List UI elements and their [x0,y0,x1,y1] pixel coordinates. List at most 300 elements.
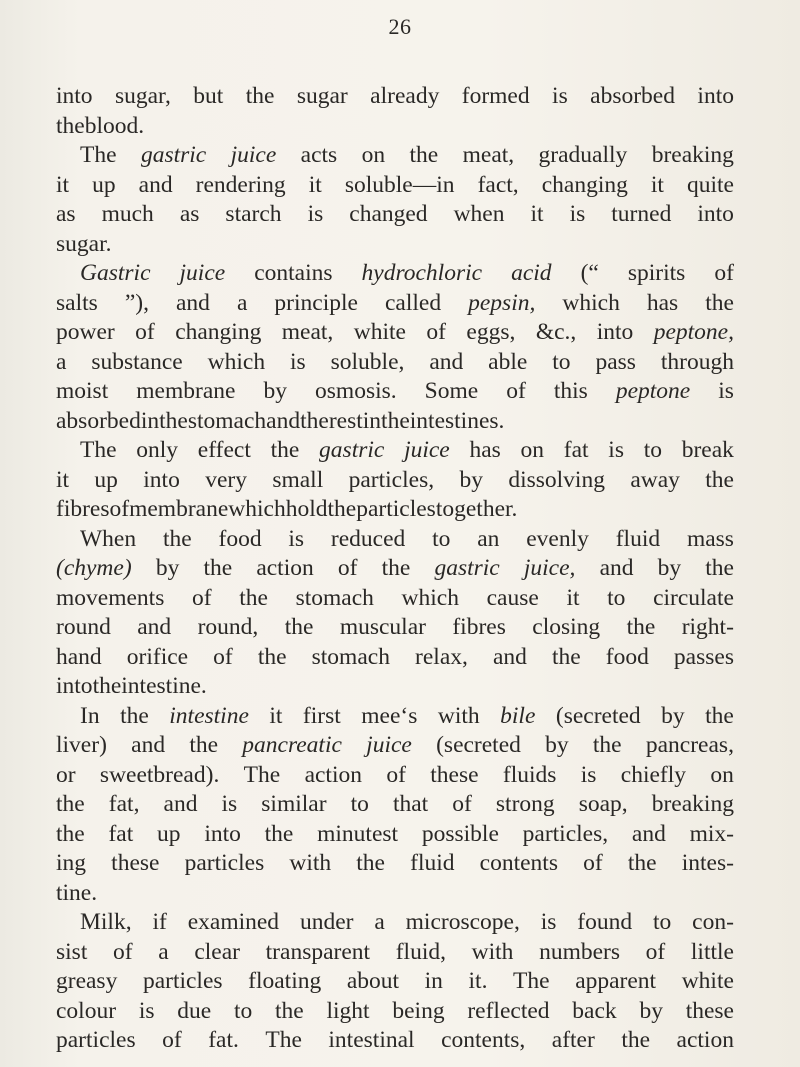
word: the [627,850,657,876]
word: it [308,171,322,198]
word: the [705,289,734,316]
word: possible [421,820,499,847]
word: sugar, [114,83,171,109]
word: reduced [330,525,406,552]
italic-word: hydrochloric [361,260,483,286]
italic-word: intestine [169,702,249,729]
word: is [288,525,305,552]
word: hand [56,643,102,670]
word: and [599,555,634,581]
word: on [361,142,386,168]
word: the [284,614,314,640]
word: and [138,171,173,198]
word: the [56,820,85,847]
text-line [56,613,734,643]
word: breaking [651,142,734,168]
word: of [645,938,666,965]
italic-word: gastric [319,437,385,463]
word: to [432,525,451,552]
word: into [697,201,734,227]
text-line [56,849,734,879]
word: together. [435,496,518,522]
word: white [353,319,406,345]
word: food [218,525,262,552]
word: (secreted [436,732,521,758]
word: soluble, [330,348,405,375]
word: the [239,584,268,611]
word: by [263,378,287,404]
word: it [650,171,664,198]
word: The [265,1027,302,1053]
word: to [552,348,571,375]
italic-word: juice [404,437,450,463]
text-line [56,820,734,850]
word: dissolving [508,466,605,493]
word: The [80,142,117,168]
word: it [566,584,580,611]
word: and [266,407,301,434]
word: (“ [580,260,599,286]
word: minutest [317,820,399,847]
word: with [437,702,480,729]
word: absorbed [590,83,675,109]
word: and [492,643,527,670]
word: fat, [108,791,140,817]
word: the [705,555,734,581]
word: is [307,201,324,227]
word: it. [468,968,488,994]
text-line [56,377,734,407]
word: in [140,407,160,434]
word: turned [611,201,672,227]
word: of [386,761,406,788]
word: and [429,348,464,375]
word: the [203,555,233,581]
word: and [175,289,210,316]
word: action [256,555,314,581]
word: back [572,997,617,1024]
text-line [56,348,734,378]
word: passes [673,643,734,670]
word: light [326,997,370,1024]
text-line [56,82,734,112]
word: fat. [208,1027,239,1053]
word: food [605,643,649,670]
word: reflected [467,997,550,1024]
word: apparent [575,968,657,994]
word: movements [56,584,165,611]
word: (secreted [555,702,641,729]
word: hold [285,496,328,522]
word: the [270,437,300,463]
word: through [660,348,734,375]
word: is [290,348,306,375]
word: is [608,437,624,463]
word: intestine. [121,673,207,699]
word: very [205,466,247,493]
text-line [56,731,734,761]
text-line [56,702,734,732]
word: relax, [415,643,468,670]
word: the [381,555,411,581]
word: pass [595,348,636,375]
word: gradually [538,142,628,168]
word: of [109,496,130,522]
italic-word: Gastric [80,260,151,286]
word: osmosis. [315,378,397,404]
word: the [245,83,275,109]
word: intes- [681,850,734,876]
word: meat, [462,142,515,168]
word: due [177,997,212,1024]
word: soluble—in [344,171,455,198]
text-line [56,318,734,348]
word: fat [563,437,589,463]
word: greasy [56,968,118,994]
word: into [56,673,93,699]
word: with [289,850,332,876]
word: by [459,466,483,493]
word: Milk, [80,909,132,935]
word: called [384,289,442,316]
word: membrane [136,378,236,404]
word: these [111,850,160,876]
word: to [350,791,369,817]
italic-word: bile [500,702,536,729]
word: effect [197,437,251,463]
word: the [275,997,304,1024]
word: mee‘s [361,702,418,729]
word: a [374,909,385,935]
word: ing [56,850,87,876]
text-line [56,879,734,909]
word: eggs, [466,319,516,345]
text-line [56,259,734,289]
text-line [56,466,734,496]
word: into [143,466,180,493]
word: circulate [653,584,734,611]
word: this [553,378,588,404]
word: of [714,260,734,286]
word: sist [56,938,88,965]
word: of [135,319,155,345]
word: by [639,997,663,1024]
word: to [652,909,672,935]
word: and [137,614,172,640]
word: principle [274,289,358,316]
word: into [56,83,93,109]
word: changing [175,319,262,345]
text-line [56,584,734,614]
word: &c., [535,319,577,345]
text-line [56,790,734,820]
word: soap, [578,791,628,817]
word: under [299,909,354,935]
word: found [577,909,633,935]
word: and [131,732,166,758]
word: by [661,702,685,729]
word: The [243,761,281,788]
word: and [163,791,198,817]
word: the [705,702,734,729]
word: Some [424,378,479,404]
word: an [477,525,500,552]
word: much [101,201,154,227]
word: fat [108,820,134,847]
italic-word: pepsin, [468,289,536,316]
word: sugar [296,83,348,109]
word: a [158,938,169,965]
word: with [471,938,514,965]
word: about [346,968,400,994]
word: rest [328,407,363,434]
word: is [138,997,155,1024]
word: of [191,584,212,611]
word: particles [356,496,436,522]
word: or [56,761,76,788]
word: the [705,466,734,493]
text-line [56,554,734,584]
word: fluid [615,525,661,552]
text-line [56,436,734,466]
word: has [469,437,501,463]
word: blood. [84,112,145,139]
word: it [56,171,70,198]
word: particles, [522,820,609,847]
word: round, [197,614,259,640]
word: sweetbread). [99,761,220,788]
italic-word: (chyme) [56,555,132,581]
word: When [80,525,137,552]
italic-word: gastric [140,142,207,168]
word: being [392,997,445,1024]
word: in [362,407,382,434]
word: the [257,643,287,670]
word: action [304,761,362,788]
word: salts [56,289,98,316]
word: white [681,968,734,994]
word: particles, [348,466,435,493]
word: the [120,702,149,729]
word: which [228,496,286,522]
word: into [204,820,241,847]
word: up [92,171,116,198]
word: of [337,555,358,581]
word: microscope, [405,909,520,935]
word: strong [495,791,555,817]
word: intestinal [328,1027,415,1053]
word: ”), [124,289,149,316]
word: these [685,997,734,1024]
word: is [569,201,586,227]
word: of [162,1027,182,1053]
word: to [607,584,626,611]
word: to [233,997,253,1024]
word: transparent [265,938,371,965]
word: intestines. [409,407,505,434]
word: quite [687,171,734,198]
word: little [690,938,734,965]
word: meat, [281,319,334,345]
word: contents [479,850,558,876]
word: mass [686,525,734,552]
word: con- [692,909,734,935]
word: the [327,496,357,522]
word: the [626,614,656,640]
word: tine. [56,879,98,906]
word: that [392,791,429,817]
text-line [56,967,734,997]
word: starch [225,201,282,227]
body-text [56,82,734,1056]
word: floating [248,968,322,994]
word: stomach [295,584,374,611]
word: action [676,1027,734,1053]
word: which [562,289,620,316]
word: the [159,407,188,434]
word: away [630,466,680,493]
word: round [56,614,111,640]
word: fluid, [395,938,446,965]
word: chiefly [620,761,687,788]
word: is [221,791,238,817]
word: and [631,820,666,847]
word: the [621,1027,651,1053]
word: a [56,348,67,375]
word: if [152,909,167,935]
word: a [236,289,248,316]
italic-word: juice [366,732,412,758]
word: the [409,142,439,168]
word: of [583,850,603,876]
text-line [56,525,734,555]
word: power [56,319,115,345]
word: in [424,968,443,994]
word: which [401,584,459,611]
word: absorbed [56,407,141,434]
word: cause [486,584,539,611]
word: mix- [689,820,734,847]
text-line [56,495,734,525]
word: by [155,555,180,581]
word: by [545,732,569,758]
word: membrane [129,496,229,522]
word: orifice [126,643,189,670]
word: stomach [311,643,390,670]
word: fibres [452,614,506,640]
word: sugar. [56,230,112,257]
word: right- [681,614,734,640]
word: into [596,319,634,345]
italic-word: peptone [615,378,691,404]
word: examined [187,909,280,935]
word: substance [91,348,183,375]
text-line [56,112,734,142]
word: the [189,732,219,758]
word: the [264,820,294,847]
word: which [207,348,266,375]
word: formed [461,83,530,109]
word: the [551,643,581,670]
word: the [381,407,410,434]
word: fluid [410,850,455,876]
word: fluids [502,761,557,788]
text-line [56,643,734,673]
word: break [681,437,734,463]
word: particles [56,1027,136,1053]
word: fibres [56,496,110,522]
word: colour [56,997,117,1024]
word: first [302,702,341,729]
word: The [513,968,550,994]
italic-word: peptone, [653,319,734,345]
text-line [56,200,734,230]
word: these [430,761,479,788]
word: small [272,466,324,493]
text-line [56,908,734,938]
word: changing [541,171,628,198]
word: when [453,201,505,227]
word: In [80,702,100,729]
word: it [530,201,544,227]
word: of [213,643,233,670]
word: but [193,83,224,109]
text-line [56,997,734,1027]
word: acts [300,142,338,168]
word: is [552,83,568,109]
word: the [356,850,385,876]
word: moist [56,378,109,404]
word: up [157,820,181,847]
text-line [56,407,734,437]
word: the [56,112,85,139]
word: similar [261,791,327,817]
word: rendering [195,171,286,198]
text-line [56,171,734,201]
word: The [80,437,117,463]
text-line [56,672,734,702]
word: contents, [441,1027,526,1053]
word: on [520,437,545,463]
word: is [718,378,734,404]
word: stomach [187,407,267,434]
word: is [580,761,597,788]
word: contains [254,260,333,286]
word: of [452,791,472,817]
word: of [113,938,133,965]
word: clear [194,938,240,965]
italic-word: juice [230,142,277,168]
word: of [426,319,446,345]
word: breaking [651,791,734,817]
page-number: 26 [388,14,412,39]
italic-word: gastric [434,555,500,581]
italic-word: juice [179,260,226,286]
word: numbers [539,938,621,965]
text-line [56,230,734,260]
word: into [697,83,734,109]
text-line [56,1026,734,1056]
text-line [56,289,734,319]
word: able [488,348,528,375]
word: up [94,466,118,493]
text-line [56,141,734,171]
word: it [269,702,283,729]
word: the [162,525,192,552]
word: pancreas, [645,732,734,758]
word: it [56,466,70,493]
word: the [92,673,122,699]
